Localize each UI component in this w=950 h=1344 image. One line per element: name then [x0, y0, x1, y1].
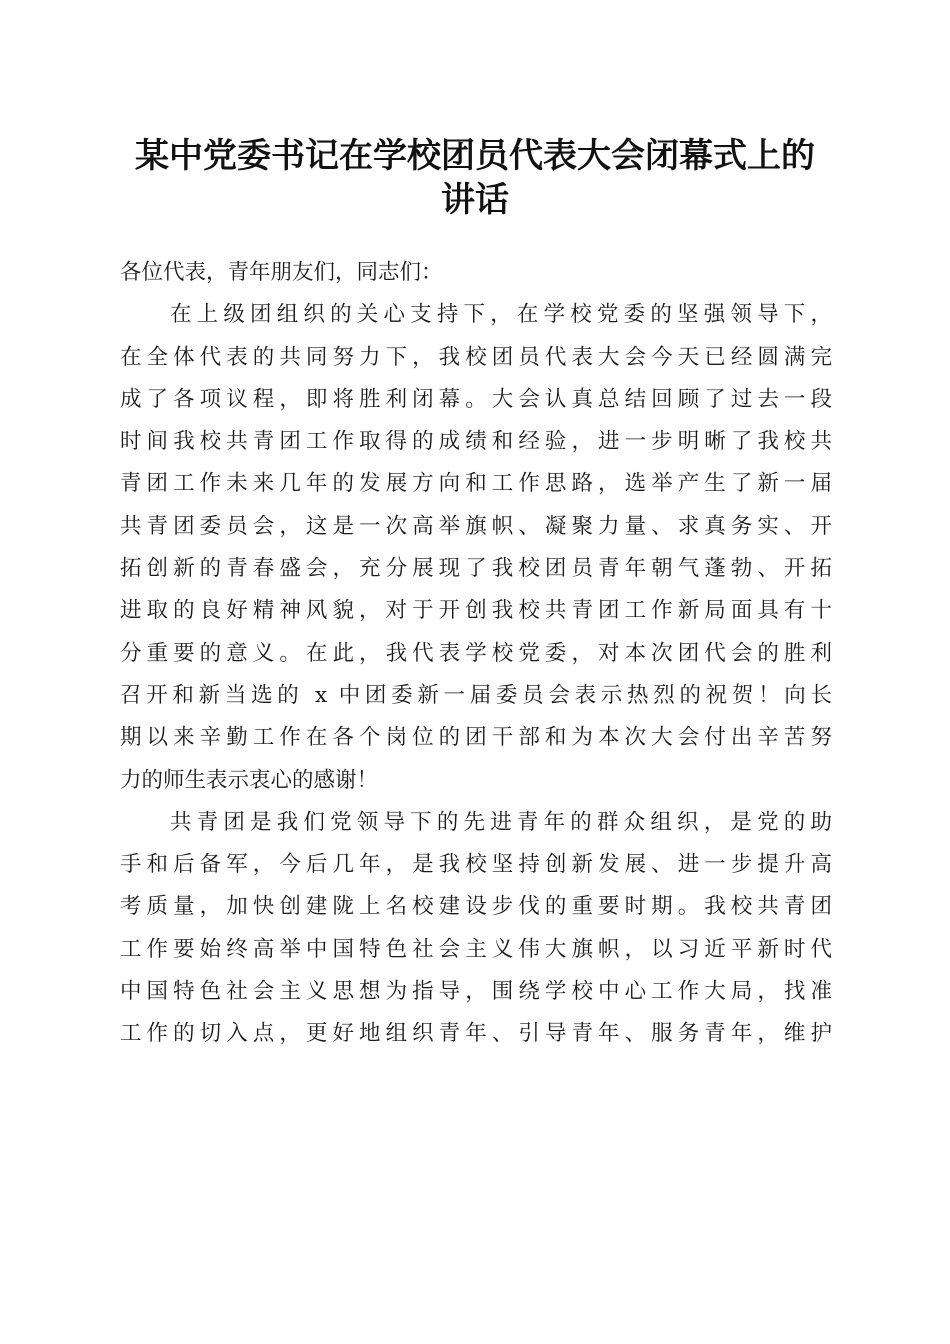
- paragraph-line: 力的师生表示衷心的感谢！: [120, 767, 379, 793]
- document-title: [110, 134, 840, 222]
- paragraph-line: 青团工作未来几年的发展方向和工作思路，选举产生了新一届: [120, 471, 832, 497]
- paragraph-line: 考质量，加快创建陇上名校建设步伐的重要时期。我校共青团: [120, 894, 832, 920]
- title-line-1: 某中党委书记在学校团员代表大会闭幕式上的: [135, 136, 815, 176]
- paragraph-line: 分重要的意义。在此，我代表学校党委，对本次团代会的胜利: [120, 640, 832, 666]
- paragraph-line: 时间我校共青团工作取得的成绩和经验，进一步明晰了我校共: [120, 429, 832, 455]
- paragraph-line: 期以来辛勤工作在各个岗位的团干部和为本次大会付出辛苦努: [120, 725, 832, 751]
- paragraph-line: 在全体代表的共同努力下，我校团员代表大会今天已经圆满完: [120, 344, 832, 370]
- paragraph-line: 共青团是我们党领导下的先进青年的群众组织，是党的助: [170, 809, 832, 835]
- title-line-2: 讲话: [441, 180, 509, 220]
- paragraph-line: 拓创新的青春盛会，充分展现了我校团员青年朝气蓬勃、开拓: [120, 556, 832, 582]
- paragraph-line: 召开和新当选的 x 中团委新一届委员会表示热烈的祝贺！向长: [120, 682, 832, 708]
- paragraph-line: 工作要始终高举中国特色社会主义伟大旗帜，以习近平新时代: [120, 936, 832, 962]
- document-body: [120, 252, 832, 1056]
- paragraph-line: 在上级团组织的关心支持下，在学校党委的坚强领导下，: [170, 302, 832, 328]
- salutation: 各位代表，青年朋友们，同志们：: [120, 260, 443, 285]
- paragraph-line: 成了各项议程，即将胜利闭幕。大会认真总结回顾了过去一段: [120, 386, 832, 412]
- paragraph-line: 共青团委员会，这是一次高举旗帜、凝聚力量、求真务实、开: [120, 513, 832, 539]
- paragraph-1: [120, 294, 832, 802]
- paragraph-2: [120, 802, 832, 1056]
- paragraph-line: 手和后备军，今后几年，是我校坚持创新发展、进一步提升高: [120, 852, 832, 878]
- paragraph-line: 中国特色社会主义思想为指导，围绕学校中心工作大局，找准: [120, 979, 832, 1005]
- paragraph-line: 工作的切入点，更好地组织青年、引导青年、服务青年，维护: [120, 1021, 832, 1047]
- paragraph-line: 进取的良好精神风貌，对于开创我校共青团工作新局面具有十: [120, 598, 832, 624]
